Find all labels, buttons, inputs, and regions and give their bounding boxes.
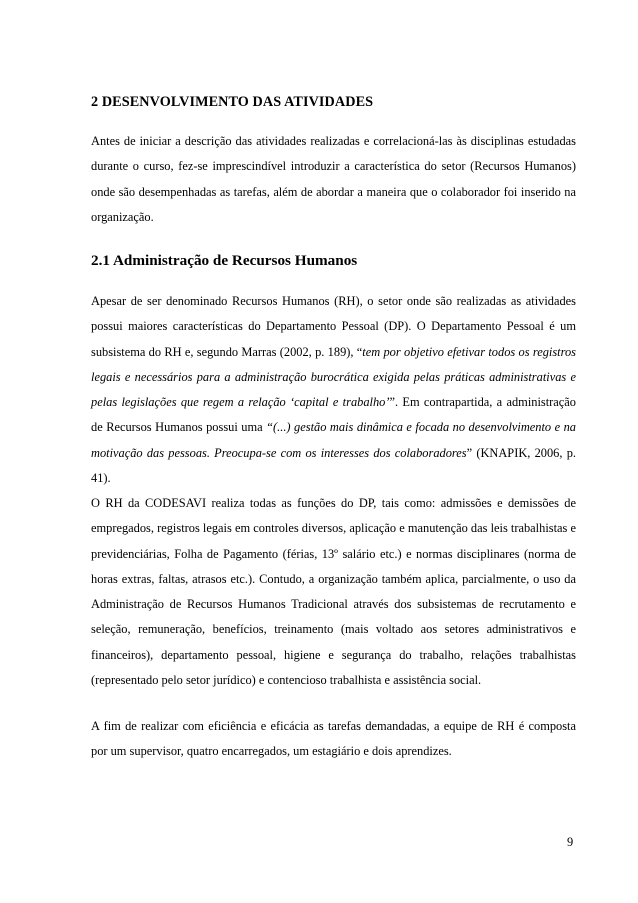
knapik-quote: “(...) gestão mais dinâmica e focada no desenvolvimento e na motivação das pessoas. Preocupa-se com os interesses dos colaboradores (91, 420, 577, 460)
paragraph-text-b: ”. Em contrapartida, a administração de Recursos Humanos possui uma (91, 395, 576, 435)
page-number: 9 (567, 835, 574, 849)
intro-paragraph: Antes de iniciar a descrição das atividades realizadas e correlacioná-las às disciplinas estudadas durante o curso, fez-se imprescindível introduzir a característica do setor (Recursos Humanos) onde são desempenhadas as tarefas, além de abordar a maneira que o colaborador foi inserido na organização. (91, 134, 576, 224)
marras-knapik-paragraph (91, 289, 576, 491)
paragraph-text-a: Apesar de ser denominado Recursos Humanos (RH), o setor onde são realizadas as atividades possui maiores características do Departamento Pessoal (DP). O Departamento Pessoal é um subsistema do RH e, segundo Marras (2002, p. 189), “ (91, 294, 576, 359)
team-paragraph: A fim de realizar com eficiência e eficácia as tarefas demandadas, a equipe de RH é composta por um supervisor, quatro encarregados, um estagiário e dois aprendizes. (91, 719, 576, 759)
subsection-heading: 2.1 Administração de Recursos Humanos (91, 252, 358, 269)
paragraph-text-c: ” (KNAPIK, 2006, p. 41). (91, 445, 576, 486)
section-heading: 2 DESENVOLVIMENTO DAS ATIVIDADES (91, 94, 374, 110)
marras-quote: tem por objetivo efetivar todos os registros legais e necessários para a administração burocrática exigida pelas práticas administrativas e pelas legislações que regem a relação ‘capital e trabalho’ (91, 344, 576, 410)
codesavi-paragraph: O RH da CODESAVI realiza todas as funções do DP, tais como: admissões e demissões de empregados, registros legais em controles diversos, aplicação e manutenção das leis trabalhistas e previdenciárias, Folha de Pagamento (férias, 13º salário etc.) e normas disciplinares (norma de horas extras, faltas, atrasos etc.). Contudo, a organização também aplica, parcialmente, o uso da Administração de Recursos Humanos Tradicional através dos subsistemas de recrutamento e seleção, remuneração, benefícios, treinamento (mais voltado aos setores administrativos e financeiros), departamento pessoal, higiene e segurança do trabalho, relações trabalhistas (representado pelo setor jurídico) e contencioso trabalhista e assistência social. (91, 496, 576, 688)
